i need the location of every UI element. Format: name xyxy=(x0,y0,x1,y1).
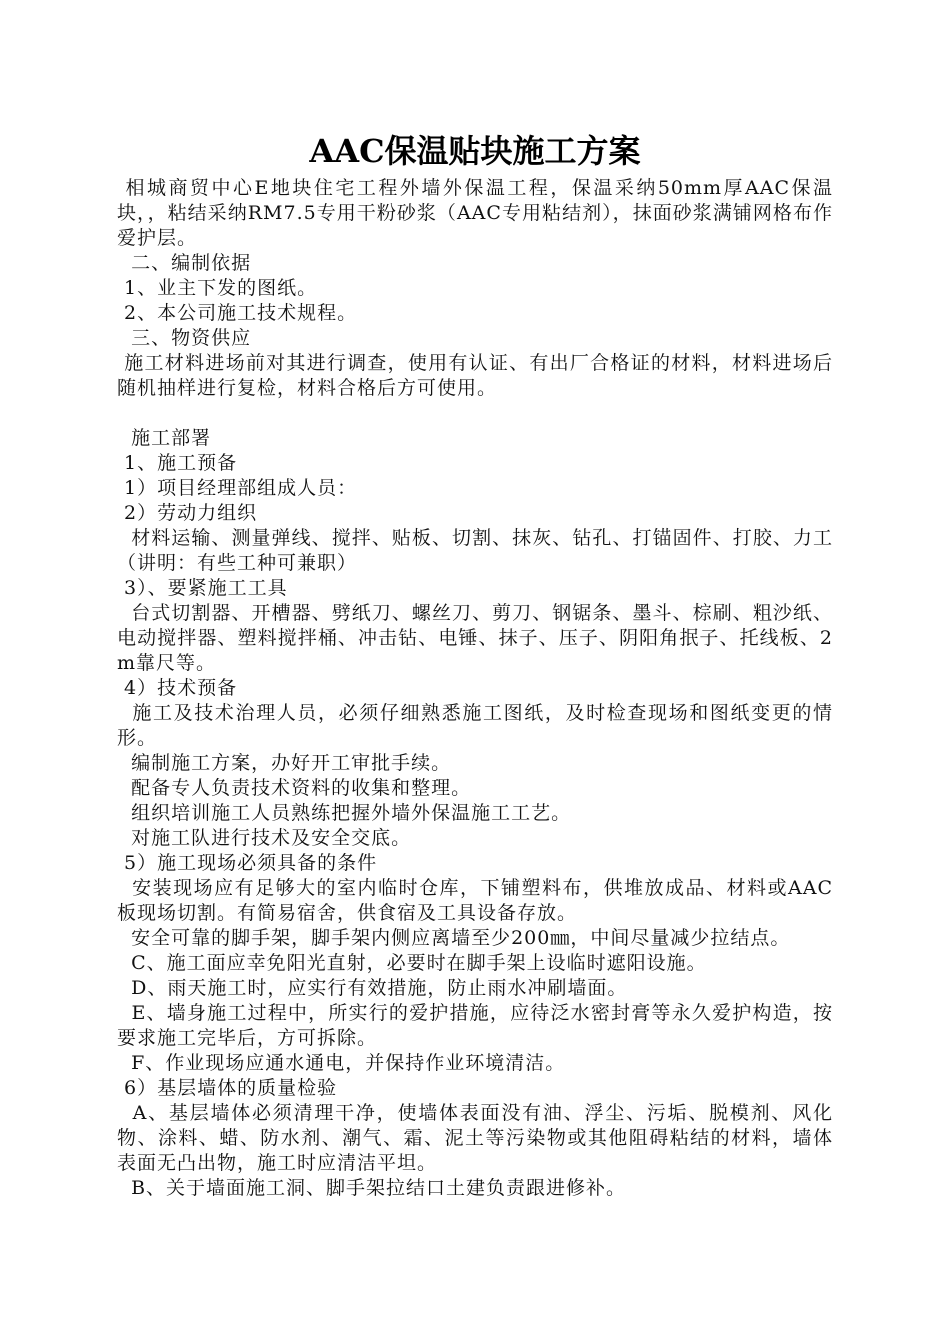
paragraph: E、墙身施工过程中，所实行的爱护措施，应待泛水密封膏等永久爱护构造，按要求施工完毕后，方可拆除。 xyxy=(117,1002,833,1049)
paragraph xyxy=(117,401,833,426)
paragraph: 1）项目经理部组成人员： xyxy=(117,477,358,499)
paragraph: A、基层墙体必须清理干净，使墙体表面没有油、浮尘、污垢、脱模剂、风化物、涂料、蜡、防水剂、潮气、霜、泥土等污染物或其他阻碍粘结的材料，墙体表面无凸出物，施工时应清洁平坦。 xyxy=(117,1102,833,1174)
paragraph: 安全可靠的脚手架，脚手架内侧应离墙至少200㎜，中间尽量减少拉结点。 xyxy=(117,927,791,949)
paragraph: 三、物资供应 xyxy=(117,327,252,349)
paragraph: 6）基层墙体的质量检验 xyxy=(117,1077,338,1099)
paragraph: 4）技术预备 xyxy=(117,677,238,699)
paragraph: 编制施工方案，办好开工审批手续。 xyxy=(117,752,452,774)
paragraph: 施工部署 xyxy=(117,427,212,449)
paragraph-list xyxy=(117,176,848,1201)
document-title: AAC保温贴块施工方案 xyxy=(309,132,641,170)
paragraph: 安装现场应有足够大的室内临时仓库，下铺塑料布，供堆放成品、材料或AAC板现场切割。有简易宿舍，供食宿及工具设备存放。 xyxy=(117,877,833,924)
paragraph: 施工材料进场前对其进行调查，使用有认证、有出厂合格证的材料，材料进场后随机抽样进行复检，材料合格后方可使用。 xyxy=(117,352,833,399)
paragraph: B、关于墙面施工洞、脚手架拉结口土建负责跟进修补。 xyxy=(117,1177,627,1199)
paragraph: 2、本公司施工技术规程。 xyxy=(117,302,358,324)
paragraph: 施工及技术治理人员，必须仔细熟悉施工图纸，及时检查现场和图纸变更的情形。 xyxy=(117,702,833,749)
paragraph: 配备专人负责技术资料的收集和整理。 xyxy=(117,777,472,799)
paragraph: D、雨天施工时，应实行有效措施，防止雨水冲刷墙面。 xyxy=(117,977,628,999)
paragraph: C、施工面应幸免阳光直射，必要时在脚手架上设临时遮阳设施。 xyxy=(117,952,707,974)
paragraph: 组织培训施工人员熟练把握外墙外保温施工工艺。 xyxy=(117,802,572,824)
paragraph: 1、施工预备 xyxy=(117,452,238,474)
paragraph: 二、编制依据 xyxy=(117,252,252,274)
paragraph: 5）施工现场必须具备的条件 xyxy=(117,852,378,874)
paragraph: 3）、要紧施工工具 xyxy=(117,577,288,599)
paragraph: 1、业主下发的图纸。 xyxy=(117,277,318,299)
paragraph: 2）劳动力组织 xyxy=(117,502,258,524)
paragraph: 材料运输、测量弹线、搅拌、贴板、切割、抹灰、钻孔、打锚固件、打胶、力工 （讲明：有些工种可兼职） xyxy=(117,527,848,574)
paragraph: 对施工队进行技术及安全交底。 xyxy=(117,827,412,849)
document-body xyxy=(117,126,848,1201)
paragraph: F、作业现场应通水通电，并保持作业环境清洁。 xyxy=(117,1052,566,1074)
paragraph: 台式切割器、开槽器、劈纸刀、螺丝刀、剪刀、钢锯条、墨斗、棕刷、粗沙纸、电动搅拌器、塑料搅拌桶、冲击钻、电锤、抹子、压子、阴阳角抿子、托线板、2m靠尺等。 xyxy=(117,602,833,674)
paragraph: 相城商贸中心E地块住宅工程外墙外保温工程，保温采纳50mm厚AAC保温块，，粘结采纳RM7.5专用干粉砂浆（AAC专用粘结剂），抹面砂浆满铺网格布作爱护层。 xyxy=(117,177,834,249)
